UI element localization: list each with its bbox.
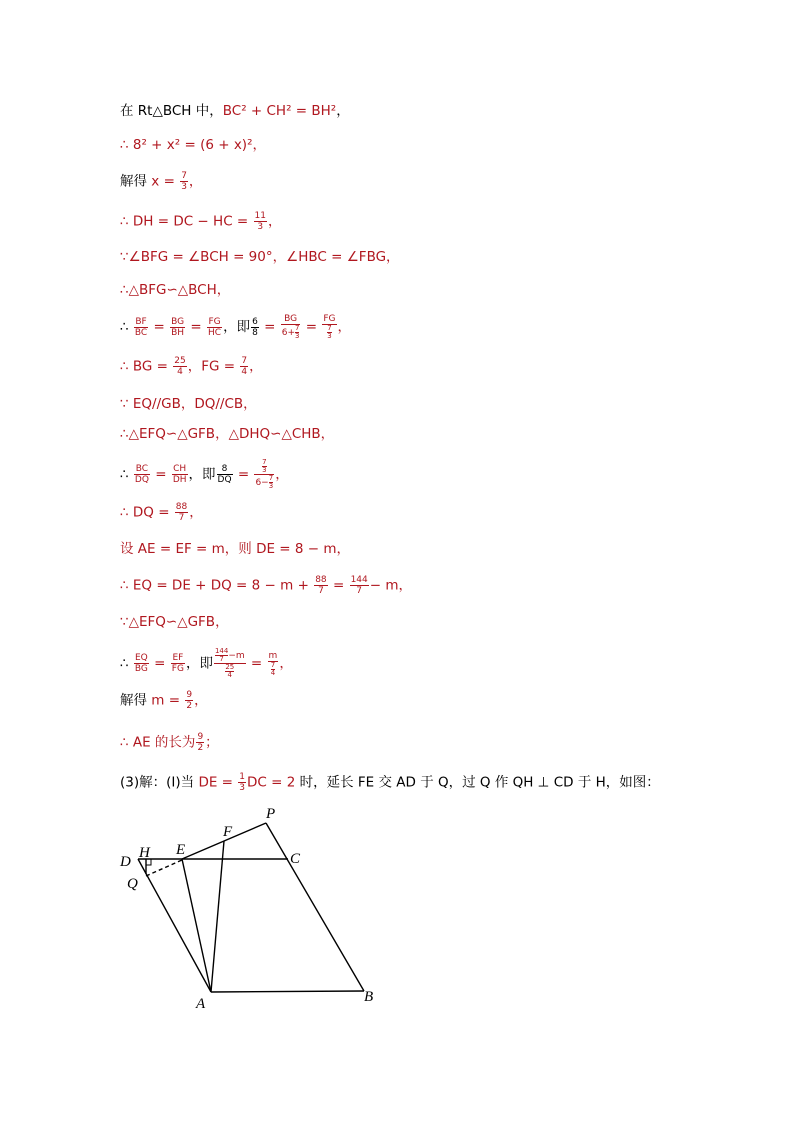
frac-den: 3 <box>181 182 187 192</box>
text-line-12 <box>120 502 203 523</box>
equals: = <box>328 577 349 594</box>
line19-math: DE = <box>198 774 238 791</box>
nested-num: 7 <box>295 324 300 332</box>
frac-num: 11 <box>254 211 266 221</box>
text-line-2: ∴ 8² + x² = (6 + x)²， <box>120 137 266 153</box>
line1-suffix: ， <box>336 103 350 119</box>
line19-suffix: 时，延长 FE 交 AD 于 Q，过 Q 作 QH ⊥ CD 于 H，如图： <box>295 774 660 791</box>
line1-prefix: 在 Rt△BCH 中， <box>120 103 223 119</box>
text-line-4 <box>120 211 281 232</box>
line14-suffix: − m， <box>369 577 413 594</box>
frac-den: 8 <box>252 327 258 338</box>
frac-num: 88 <box>175 502 188 512</box>
text-line-18 <box>120 732 219 753</box>
frac-num: 144 <box>350 575 368 585</box>
nested-fraction <box>262 459 266 474</box>
nested-num: 7 <box>268 474 274 482</box>
frac-num: 88 <box>315 575 327 585</box>
equals: = <box>246 655 267 672</box>
nested-den: 3 <box>262 466 267 474</box>
fraction-bc-dq <box>134 464 150 485</box>
line3-fraction <box>180 171 188 192</box>
label-H: H <box>139 845 150 861</box>
line3-math: x = <box>151 173 180 190</box>
fraction-144-7 <box>350 575 369 596</box>
text-line-11: ∴ $\frac{BC}{DQ}$ = $\frac{CH}{DH}$ ，即 $\frac{8}{DQ}$ = $\frac{7}{3}$ 6− $\frac{7}{3}$ ， <box>120 458 289 490</box>
line19-prefix: (3)解：(Ⅰ)当 <box>120 774 199 791</box>
label-C: C <box>290 851 301 867</box>
line12-suffix: ， <box>189 504 203 521</box>
den-prefix: 6− <box>255 478 269 488</box>
nested-den: 3 <box>295 332 300 340</box>
line14-math: ∴ EQ = DE + DQ = 8 − m + <box>120 577 314 594</box>
fraction-bf-bc <box>134 317 148 338</box>
line17-suffix: ， <box>194 692 208 709</box>
fraction-9-2 <box>185 690 193 711</box>
nested-fraction <box>295 325 299 340</box>
line4-math: ∴ DH = DC − HC = <box>120 213 253 230</box>
frac-den: HC <box>208 327 222 338</box>
frac-num: 9 <box>197 732 204 742</box>
fraction-nested-7-3 <box>254 459 274 490</box>
frac-num: BF <box>135 316 147 327</box>
frac-den: BC <box>134 327 148 338</box>
frac-num: 7 <box>181 171 187 181</box>
ji-text: ，即 <box>185 655 213 672</box>
fraction-8-dq <box>217 464 233 485</box>
nested-num: 144 <box>214 647 229 655</box>
line8-math: ∴ BG = <box>120 358 173 375</box>
frac-den: DH <box>172 475 187 485</box>
line4-suffix: ， <box>267 213 282 230</box>
label-F: F <box>223 824 233 840</box>
frac-num: m <box>268 650 278 661</box>
frac-den: 7 <box>356 586 363 596</box>
frac-den: 2 <box>197 743 204 753</box>
frac-den: 3 <box>239 783 245 793</box>
text-line-16: ∴ $\frac{EQ}{BG}$ = $\frac{EF}{FG}$ ，即 $\frac{144}{7}$ −m $\frac{25}{4}$ = $\frac{m}{\frac{7}{4}}$ ， <box>120 647 293 679</box>
label-A: A <box>196 996 206 1012</box>
frac-den: 7 <box>178 513 185 523</box>
therefore-symbol: ∴ <box>120 319 129 335</box>
line7-suffix: ， <box>337 319 352 335</box>
text-line-10: ∴△EFQ∽△GFB，△DHQ∽△CHB， <box>120 426 335 442</box>
text-line-9: ∵ EQ//GB，DQ//CB， <box>120 396 257 412</box>
frac-den: DQ <box>217 475 232 485</box>
line18-math: ∴ AE 的长为 <box>120 734 196 751</box>
frac-num <box>214 648 246 664</box>
segment-ep <box>182 823 266 859</box>
text-line-13: 设 AE = EF = m，则 DE = 8 − m， <box>120 541 351 557</box>
frac-num: 7 <box>241 356 248 366</box>
fraction-fg-hc <box>207 317 222 338</box>
text-line-15: ∵△EFQ∽△GFB， <box>120 614 229 630</box>
fraction-m-nested <box>268 651 279 677</box>
frac-den <box>322 325 336 340</box>
fraction-complex <box>214 648 246 679</box>
frac-den: 2 <box>186 701 193 711</box>
frac-num: 9 <box>186 690 193 700</box>
frac-num: FG <box>323 314 336 324</box>
fraction-25-4 <box>173 356 186 377</box>
frac-num: CH <box>173 464 187 474</box>
text-line-1 <box>120 101 350 121</box>
nested-den: 4 <box>270 668 276 677</box>
fraction-fg-nested <box>322 314 336 340</box>
segment-ab <box>211 991 364 992</box>
nested-den: 3 <box>268 482 274 490</box>
nested-num: 7 <box>270 660 276 669</box>
line19-math2: DC = 2 <box>247 774 296 791</box>
frac-num: 6 <box>252 316 258 327</box>
label-D: D <box>120 854 131 870</box>
fraction-9-2 <box>196 732 204 753</box>
therefore-symbol: ∴ <box>120 655 129 672</box>
line17-prefix: 解得 <box>120 692 152 709</box>
frac-den: 3 <box>257 222 264 232</box>
frac-num: 8 <box>217 464 233 475</box>
line16-suffix: ， <box>279 655 293 672</box>
text-line-19 <box>120 772 660 793</box>
nested-den: 7 <box>219 655 224 663</box>
frac-num: EQ <box>135 653 148 663</box>
therefore-symbol: ∴ <box>120 466 129 483</box>
line1-math <box>223 103 336 119</box>
frac-den: BH <box>171 327 185 338</box>
line3-suffix: ， <box>188 173 203 190</box>
fraction-bg-nested <box>281 314 301 340</box>
fraction-ef-fg <box>171 653 185 674</box>
line3-prefix: 解得 <box>120 173 152 190</box>
line17-math: m = <box>151 692 185 709</box>
nested-den: 4 <box>227 671 233 679</box>
frac-den <box>281 325 301 340</box>
line1-math-text: BC² + CH² = BH² <box>222 103 337 119</box>
segment-da <box>138 859 211 992</box>
line4-fraction <box>254 211 267 232</box>
fraction-6-8 <box>251 317 259 338</box>
nested-fraction <box>215 648 228 663</box>
frac-num: EF <box>172 653 184 663</box>
nested-num: 7 <box>327 324 332 332</box>
frac-den: BG <box>134 664 148 674</box>
frac-den: 4 <box>241 367 248 377</box>
line18-suffix: ； <box>205 734 219 751</box>
nested-num: 25 <box>225 663 235 671</box>
frac-den <box>214 664 246 679</box>
nested-fraction <box>225 664 234 679</box>
frac-den: 7 <box>318 586 324 596</box>
line11-suffix: ， <box>275 466 289 483</box>
frac-den: DQ <box>134 475 149 485</box>
label-E: E <box>176 842 186 858</box>
nested-fraction <box>271 662 275 677</box>
fraction-88-7 <box>314 575 327 596</box>
fraction-7-4 <box>240 356 248 377</box>
fraction-1-3 <box>238 772 246 793</box>
nested-fraction <box>269 475 273 490</box>
frac-den: 4 <box>177 367 183 377</box>
num-suffix: −m <box>228 651 245 661</box>
frac-den: FG <box>171 664 184 674</box>
line8-mid: ，FG = <box>187 358 240 375</box>
ji-text: ，即 <box>188 466 216 483</box>
nested-num: 7 <box>262 458 267 466</box>
text-line-3 <box>120 171 202 192</box>
frac-num: 1 <box>239 772 245 782</box>
text-line-6: ∴△BFG∽△BCH， <box>120 282 231 298</box>
nested-den: 3 <box>327 332 332 340</box>
den-prefix: 6+ <box>281 328 295 338</box>
frac-num: FG <box>208 316 221 327</box>
text-line-5: ∵∠BFG = ∠BCH = 90°，∠HBC = ∠FBG， <box>120 249 400 265</box>
text-line-14 <box>120 575 412 596</box>
ji-text: ，即 <box>223 319 251 335</box>
nested-fraction <box>327 325 331 340</box>
segment-fa <box>211 841 224 992</box>
segment-pb <box>266 823 364 991</box>
frac-num: BG <box>171 316 185 327</box>
right-angle-mark <box>146 859 151 865</box>
fraction-88-7 <box>175 502 188 523</box>
text-line-7: ∴ $\frac{BF}{BC}$ = $\frac{BG}{BH}$ = $\frac{FG}{HC}$ ，即 $\frac{6}{8}$ = BG 6+ $\frac{7}{3}$ = $\frac{FG}{\frac{7}{3}}$ ， <box>120 314 352 340</box>
frac-den <box>254 475 274 490</box>
label-B: B <box>364 989 374 1005</box>
fraction-ch-dh <box>172 464 188 485</box>
fraction-eq-bg <box>134 653 149 674</box>
label-Q: Q <box>127 876 138 892</box>
frac-den <box>268 662 279 677</box>
frac-num: BG <box>281 314 301 325</box>
frac-num: BC <box>135 464 149 474</box>
fraction-bg-bh <box>170 317 185 338</box>
text-line-8 <box>120 356 263 377</box>
line8-suffix: ， <box>249 358 263 375</box>
frac-num: 25 <box>174 356 186 366</box>
segment-qe-dashed <box>146 860 182 876</box>
frac-num <box>254 459 274 475</box>
segment-ea <box>182 859 211 992</box>
text-line-17 <box>120 690 208 711</box>
label-P: P <box>266 806 276 822</box>
line12-math: ∴ DQ = <box>120 504 174 521</box>
